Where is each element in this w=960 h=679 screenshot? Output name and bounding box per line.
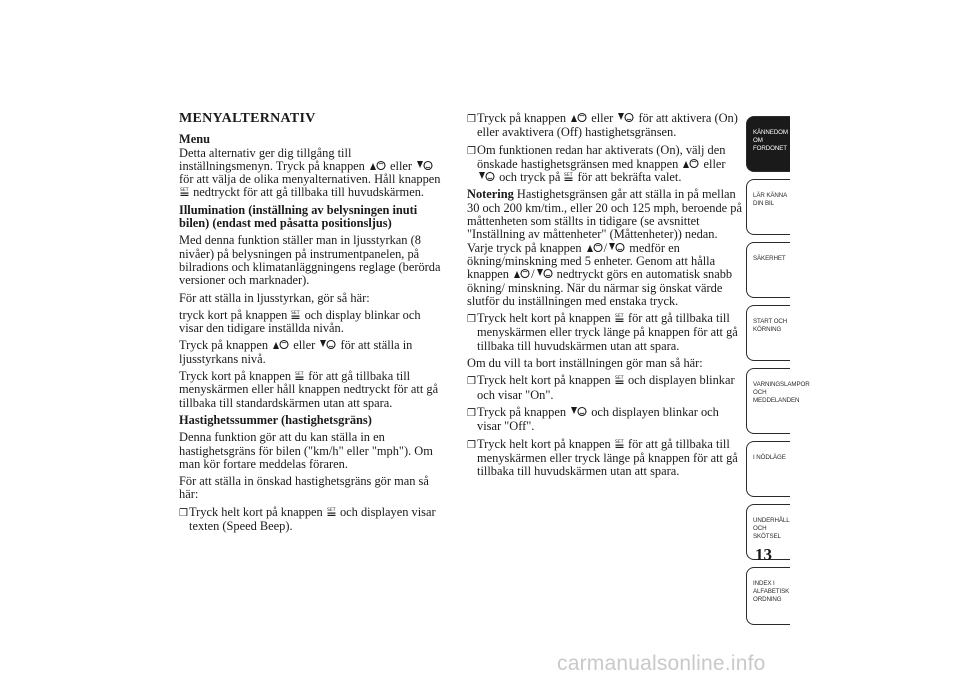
illumination-paragraph-4: Tryck på knappen eller för att ställa in ljusstyrkans nivå. <box>179 338 413 366</box>
tab-varningslampor[interactable]: VARNINGSLAMPOR OCH MEDDELANDEN <box>746 368 790 434</box>
illumination-paragraph-2: För att ställa in ljusstyrkan, gör så här: <box>179 290 370 305</box>
right-bullet-4: ❒Tryck helt kort på knappen SET och displayen blinkar och visar "On". <box>467 373 735 402</box>
right-bullet-6: ❒Tryck helt kort på knappen SET för att gå tillbaka till menyskärmen eller tryck länge på knappen för att gå tillbaka till huvudskärmen utan att spara. <box>467 436 738 479</box>
note-paragraph: Notering Hastighetsgränsen går att ställa in på mellan 30 och 200 km/tim., eller 20 och 125 mph, beroende på måttenheten som ställts in tidigare (se avsnittet "Inställning av måttenheter" (Måttenheter)) nedan. Varje tryck på knappen / medför en ökning/minskning med 5 enheter. Genom att hålla knappen / nedtryckt görs en automatisk snabb ökning/ minskning. När du närmar sig önskat värde slutför du inställningen med enstaka tryck. <box>467 187 742 308</box>
speed-paragraph-1: Denna funktion gör att du kan ställa in en hastighetsgräns för bilen ("km/h" eller "mph"). Om man kör fortare meddelas föraren. <box>179 430 433 471</box>
tab-start-och-korning[interactable]: START OCH KÖRNING <box>746 305 790 361</box>
tab-underhall-och-skotsel[interactable]: UNDERHÅLL OCH SKÖTSEL <box>746 504 790 560</box>
page-number: 13 <box>755 545 772 564</box>
menu-button-icon <box>615 438 624 449</box>
menu-button-icon <box>295 370 304 381</box>
svg-text:SET: SET <box>614 376 624 382</box>
illumination-paragraph-3: tryck kort på knappen SET och display blinkar och visar den tidigare inställda nivån. <box>179 307 421 336</box>
menu-button-icon <box>615 312 624 323</box>
svg-text:SET: SET <box>614 439 624 445</box>
menu-button-icon <box>615 374 624 385</box>
tab-index[interactable]: INDEX I ALFABETISK ORDNING <box>746 567 790 625</box>
svg-text:SET: SET <box>326 507 336 513</box>
bullet-icon: ❒ <box>467 145 476 157</box>
down-arrow-button-icon <box>536 268 553 279</box>
bullet-icon: ❒ <box>467 314 476 326</box>
tab-lar-kanna-din-bil[interactable]: LÄR KÄNNA DIN BIL <box>746 179 790 235</box>
right-bullet-5: ❒Tryck på knappen och displayen blinkar och visar "Off". <box>467 404 719 434</box>
tab-kannedom-om-fordonet[interactable]: KÄNNEDOM OM FORDONET <box>746 116 790 172</box>
bullet-icon: ❒ <box>467 439 476 451</box>
bullet-icon: ❒ <box>467 407 476 419</box>
up-arrow-button-icon <box>369 160 386 171</box>
down-arrow-button-icon <box>478 171 495 182</box>
speed-bullet-1: ❒Tryck helt kort på knappen SET och displayen visar texten (Speed Beep). <box>179 504 436 534</box>
tab-i-nodlage[interactable]: I NÖDLÄGE <box>746 441 790 497</box>
bullet-icon: ❒ <box>467 114 476 125</box>
svg-text:SET: SET <box>291 310 300 316</box>
menu-title: Menu <box>179 132 210 147</box>
right-bullet-3: ❒Tryck helt kort på knappen SET för att gå tillbaka till menyskärmen eller tryck länge på knappen för att gå tillbaka till huvudskärmen utan att spara. <box>467 311 738 353</box>
menu-button-icon <box>564 171 573 182</box>
down-arrow-button-icon <box>570 406 587 417</box>
up-arrow-button-icon <box>513 268 530 279</box>
speed-title: Hastighetssummer (hastighetsgräns) <box>179 412 372 427</box>
down-arrow-button-icon <box>617 112 634 123</box>
down-arrow-button-icon <box>416 160 433 171</box>
bullet-icon: ❒ <box>179 507 188 519</box>
note-label: Notering <box>467 187 514 202</box>
svg-text:SET: SET <box>564 173 573 179</box>
down-arrow-button-icon <box>319 339 336 350</box>
svg-text:SET: SET <box>614 314 624 320</box>
illumination-title: Illumination (inställning av belysningen inuti bilen) (endast med påsatta positionsljus) <box>179 202 418 231</box>
right-bullet-1: ❒Tryck på knappen eller för att aktivera (On) eller avaktivera (Off) hastighetsgränsen. <box>467 111 738 140</box>
section-heading: MENYALTERNATIV <box>179 111 316 126</box>
menu-button-icon <box>327 506 336 517</box>
right-column <box>467 112 743 482</box>
up-arrow-button-icon <box>272 339 289 350</box>
up-arrow-button-icon <box>586 242 603 253</box>
left-column <box>179 112 447 537</box>
illumination-paragraph-1: Med denna funktion ställer man in ljusstyrkan (8 nivåer) på belysningen på instrumentpanelen, på bilradions och klimatanläggningens reglage (berörda versioner och marknader). <box>179 233 441 288</box>
bullet-icon: ❒ <box>467 376 476 388</box>
watermark: carmanualsonline.info <box>557 652 766 675</box>
illumination-paragraph-5: Tryck kort på knappen SET för att gå tillbaka till menyskärmen eller håll knappen nedtryckt för att gå tillbaka till standardskärmen utan att spara. <box>179 369 439 410</box>
menu-paragraph: Detta alternativ ger dig tillgång till inställningsmenyn. Tryck på knappen eller för att välja de olika menyalternativen. Håll knappen SET nedtryckt för att gå tillbaka till huvudskärmen. <box>179 145 441 200</box>
menu-button-icon <box>291 309 300 320</box>
svg-text:SET: SET <box>295 372 304 378</box>
down-arrow-button-icon <box>608 242 625 253</box>
tab-sakerhet[interactable]: SÄKERHET <box>746 242 790 298</box>
menu-button-icon <box>180 186 189 197</box>
speed-paragraph-2: För att ställa in önskad hastighetsgräns gör man så här: <box>179 474 429 502</box>
remove-intro: Om du vill ta bort inställningen gör man så här: <box>467 356 703 371</box>
right-bullet-2: ❒Om funktionen redan har aktiverats (On), välj den önskade hastighetsgränsen med knappen eller och tryck på SET för att bekräfta valet. <box>467 142 726 185</box>
svg-text:SET: SET <box>180 188 189 194</box>
up-arrow-button-icon <box>570 112 587 123</box>
up-arrow-button-icon <box>682 158 699 169</box>
